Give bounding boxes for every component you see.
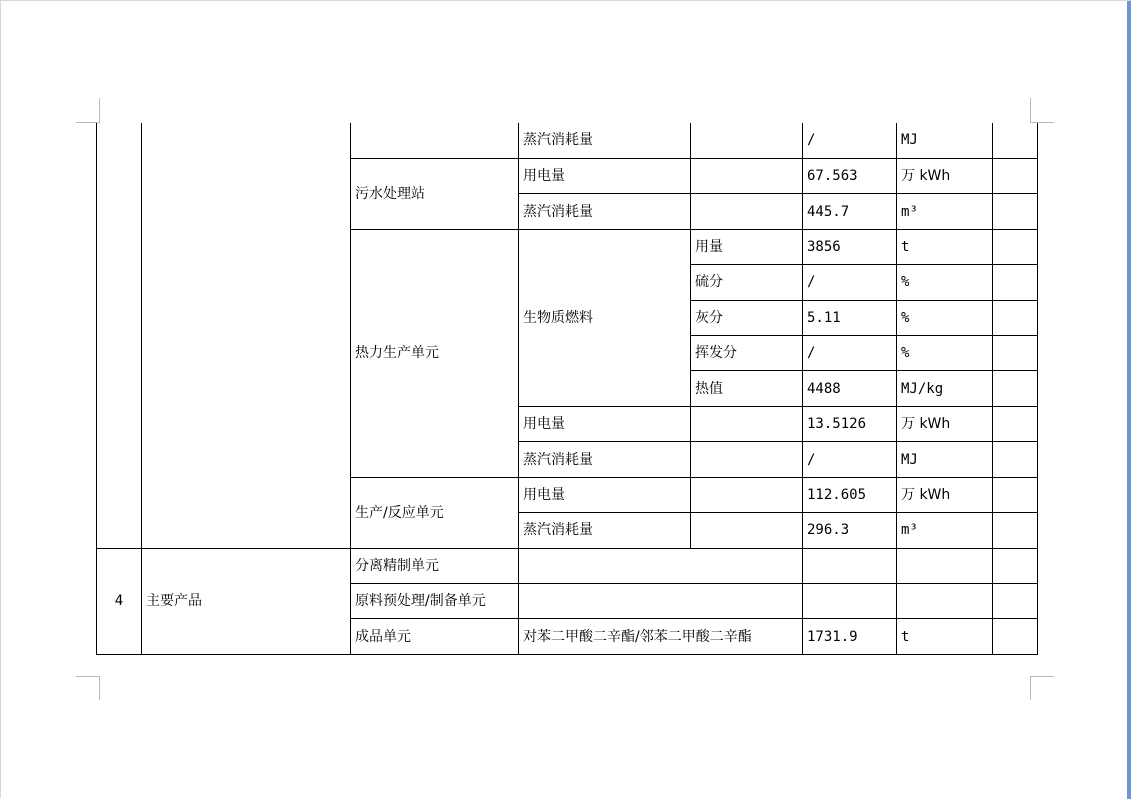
item-cell: 蒸汽消耗量 xyxy=(519,513,691,548)
unit-measure-cell: MJ/kg xyxy=(897,371,993,406)
unit-measure-cell: 万 kWh xyxy=(897,406,993,441)
reaction-unit-label: 生产/反应单元 xyxy=(351,477,519,548)
sub-item-cell xyxy=(691,194,803,229)
document-page xyxy=(1,1,1127,799)
sub-item-cell xyxy=(691,442,803,477)
note-cell xyxy=(993,442,1038,477)
crop-mark-top-left-v xyxy=(99,98,100,122)
item-cell: 用电量 xyxy=(519,158,691,193)
value-cell: 13.5126 xyxy=(803,406,897,441)
product-measure-cell xyxy=(897,548,993,583)
product-name-cell: 对苯二甲酸二辛酯/邻苯二甲酸二辛酯 xyxy=(519,619,803,655)
unit-measure-cell: m³ xyxy=(897,194,993,229)
value-cell: 445.7 xyxy=(803,194,897,229)
item-cell: 蒸汽消耗量 xyxy=(519,123,691,158)
value-cell: 4488 xyxy=(803,371,897,406)
note-cell xyxy=(993,371,1038,406)
section-index: 4 xyxy=(97,548,142,654)
crop-mark-top-right-v xyxy=(1030,98,1031,122)
unit-measure-cell: 万 kWh xyxy=(897,158,993,193)
product-name-cell xyxy=(519,583,803,618)
note-cell xyxy=(993,123,1038,158)
category-cell-continued xyxy=(142,123,351,548)
sub-item-cell: 硫分 xyxy=(691,265,803,300)
value-cell: / xyxy=(803,265,897,300)
heat-production-unit-label: 热力生产单元 xyxy=(351,229,519,477)
product-amount-cell xyxy=(803,548,897,583)
product-unit-cell: 成品单元 xyxy=(351,619,519,655)
crop-mark-bottom-right-h xyxy=(1030,676,1054,677)
product-unit-cell: 分离精制单元 xyxy=(351,548,519,583)
crop-mark-bottom-left-h xyxy=(76,676,100,677)
value-cell: / xyxy=(803,336,897,371)
value-cell: 296.3 xyxy=(803,513,897,548)
crop-mark-bottom-left-v xyxy=(99,676,100,700)
note-cell xyxy=(993,194,1038,229)
product-amount-cell: 1731.9 xyxy=(803,619,897,655)
note-cell xyxy=(993,336,1038,371)
sub-item-cell xyxy=(691,406,803,441)
unit-measure-cell: % xyxy=(897,336,993,371)
value-cell: 3856 xyxy=(803,229,897,264)
sub-item-cell: 挥发分 xyxy=(691,336,803,371)
product-name-cell xyxy=(519,548,803,583)
product-amount-cell xyxy=(803,583,897,618)
table-row xyxy=(97,123,1038,158)
value-cell: 112.605 xyxy=(803,477,897,512)
wastewater-station-label: 污水处理站 xyxy=(351,158,519,229)
note-cell xyxy=(993,265,1038,300)
product-measure-cell xyxy=(897,583,993,618)
sub-item-cell xyxy=(691,513,803,548)
sub-item-cell: 热值 xyxy=(691,371,803,406)
unit-measure-cell: % xyxy=(897,265,993,300)
unit-measure-cell: t xyxy=(897,229,993,264)
unit-measure-cell: % xyxy=(897,300,993,335)
note-cell xyxy=(993,583,1038,618)
unit-measure-cell: 万 kWh xyxy=(897,477,993,512)
note-cell xyxy=(993,300,1038,335)
main-products-label: 主要产品 xyxy=(142,548,351,654)
unit-cell-continued xyxy=(351,123,519,158)
biomass-fuel-label: 生物质燃料 xyxy=(519,229,691,406)
item-cell: 蒸汽消耗量 xyxy=(519,442,691,477)
unit-measure-cell: MJ xyxy=(897,123,993,158)
note-cell xyxy=(993,513,1038,548)
scrollbar-edge[interactable] xyxy=(1127,1,1131,799)
item-cell: 蒸汽消耗量 xyxy=(519,194,691,229)
sub-item-cell xyxy=(691,477,803,512)
note-cell xyxy=(993,158,1038,193)
consumption-table xyxy=(96,123,1038,655)
value-cell: / xyxy=(803,442,897,477)
sub-item-cell xyxy=(691,123,803,158)
note-cell xyxy=(993,229,1038,264)
note-cell xyxy=(993,548,1038,583)
sub-item-cell: 灰分 xyxy=(691,300,803,335)
item-cell: 用电量 xyxy=(519,406,691,441)
product-unit-cell: 原料预处理/制备单元 xyxy=(351,583,519,618)
unit-measure-cell: m³ xyxy=(897,513,993,548)
value-cell: 67.563 xyxy=(803,158,897,193)
sub-item-cell xyxy=(691,158,803,193)
note-cell xyxy=(993,619,1038,655)
product-measure-cell: t xyxy=(897,619,993,655)
sub-item-cell: 用量 xyxy=(691,229,803,264)
note-cell xyxy=(993,477,1038,512)
value-cell: / xyxy=(803,123,897,158)
table-row xyxy=(97,548,1038,583)
value-cell: 5.11 xyxy=(803,300,897,335)
item-cell: 用电量 xyxy=(519,477,691,512)
index-cell-continued xyxy=(97,123,142,548)
note-cell xyxy=(993,406,1038,441)
unit-measure-cell: MJ xyxy=(897,442,993,477)
crop-mark-bottom-right-v xyxy=(1030,676,1031,700)
